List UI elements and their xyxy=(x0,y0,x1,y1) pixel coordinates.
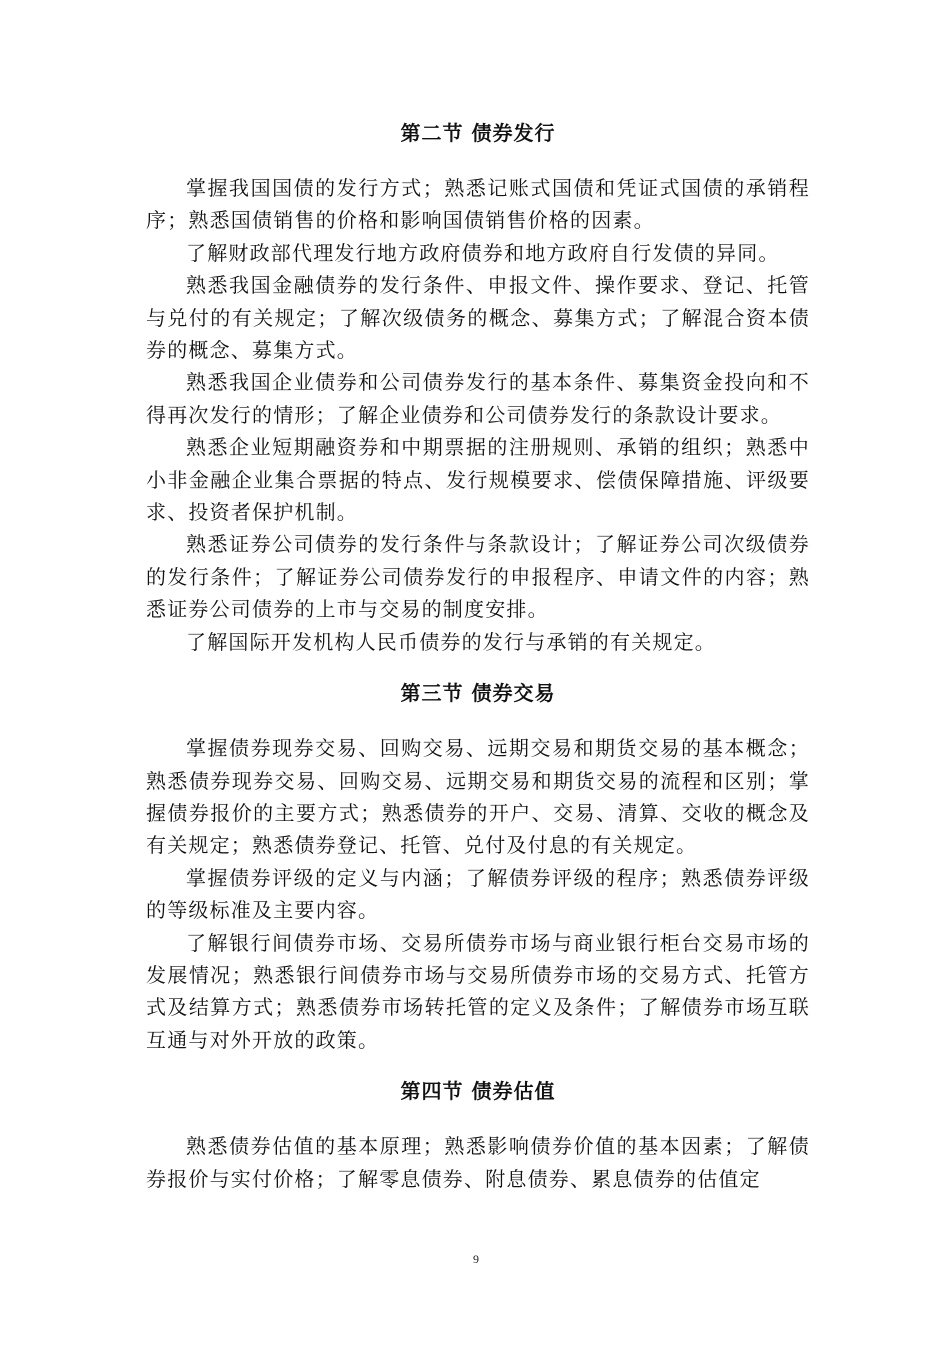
paragraph: 了解国际开发机构人民币债券的发行与承销的有关规定。 xyxy=(186,629,716,654)
paragraph: 了解银行间债券市场、交易所债券市场与商业银行柜台交易市场的发展情况；熟悉银行间债券市场与交易所债券市场的交易方式、托管方式及结算方式；熟悉债券市场转托管的定义及条件；了解债券市场互联互通与对外开放的政策。 xyxy=(146,930,810,1052)
paragraph: 了解财政部代理发行地方政府债券和地方政府自行发债的异同。 xyxy=(186,240,780,265)
section-heading-trading: 第三节 债券交易 xyxy=(400,681,556,706)
paragraph: 熟悉我国企业债券和公司债券发行的基本条件、募集资金投向和不得再次发行的情形；了解企业债券和公司债券发行的条款设计要求。 xyxy=(146,370,810,427)
paragraph: 熟悉企业短期融资券和中期票据的注册规则、承销的组织；熟悉中小非金融企业集合票据的特点、发行规模要求、偿债保障措施、评级要求、投资者保护机制。 xyxy=(146,435,810,525)
page-content xyxy=(146,116,810,1195)
section-heading-valuation: 第四节 债券估值 xyxy=(400,1079,556,1104)
paragraph: 熟悉证券公司债券的发行条件与条款设计；了解证券公司次级债券的发行条件；了解证券公司债券发行的申报程序、申请文件的内容；熟悉证券公司债券的上市与交易的制度安排。 xyxy=(146,532,810,622)
paragraph: 掌握债券评级的定义与内涵；了解债券评级的程序；熟悉债券评级的等级标准及主要内容。 xyxy=(146,865,810,923)
paragraph: 熟悉我国金融债券的发行条件、申报文件、操作要求、登记、托管与兑付的有关规定；了解次级债务的概念、募集方式；了解混合资本债券的概念、募集方式。 xyxy=(146,273,810,363)
section-heading-issuance: 第二节 债券发行 xyxy=(400,121,556,145)
paragraph: 掌握我国国债的发行方式；熟悉记账式国债和凭证式国债的承销程序；熟悉国债销售的价格和影响国债销售价格的因素。 xyxy=(146,176,810,233)
page-number: 9 xyxy=(473,1252,479,1266)
paragraph: 掌握债券现券交易、回购交易、远期交易和期货交易的基本概念；熟悉债券现券交易、回购交易、远期交易和期货交易的流程和区别；掌握债券报价的主要方式；熟悉债券的开户、交易、清算、交收的概念及有关规定；熟悉债券登记、托管、兑付及付息的有关规定。 xyxy=(146,736,810,858)
paragraph: 熟悉债券估值的基本原理；熟悉影响债券价值的基本因素；了解债券报价与实付价格；了解零息债券、附息债券、累息债券的估值定 xyxy=(146,1134,810,1191)
